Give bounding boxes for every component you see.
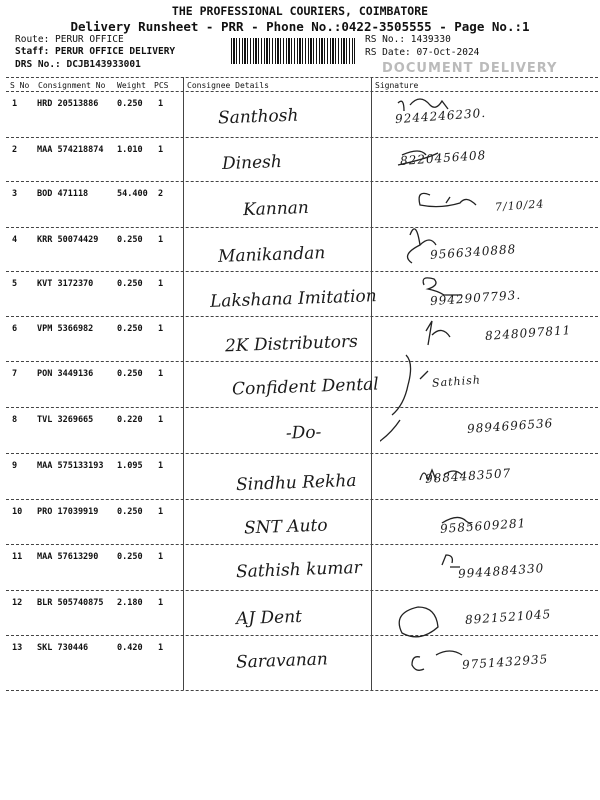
row-2-signature-phone: 8220456408: [399, 148, 487, 168]
row-3-consignee: Kannan: [242, 197, 310, 221]
row-11-pcs: 1: [158, 552, 164, 562]
signature-10: [442, 517, 472, 525]
header-bottom-border: [6, 91, 598, 92]
route: Route: PERUR OFFICE: [15, 34, 124, 45]
row-7-pcs: 1: [158, 369, 164, 379]
table-top-border: [6, 77, 598, 78]
row-11-consignee: Sathish kumar: [235, 557, 363, 583]
drs-number: DRS No.: DCJB143933001: [15, 59, 141, 70]
row-2-sno: 2: [12, 145, 18, 155]
row-1-weight: 0.250: [117, 99, 143, 109]
row-9-consignment: MAA 575133193: [37, 461, 104, 471]
signature-marks: [380, 95, 600, 695]
row-9-signature-phone: 9884483507: [424, 466, 512, 486]
row-10-signature-phone: 9585609281: [439, 516, 527, 536]
signature-6: [426, 321, 450, 345]
row-2-consignment: MAA 574218874: [37, 145, 104, 155]
row-10-pcs: 1: [158, 507, 164, 517]
rs-number: RS No.: 1439330: [365, 34, 451, 45]
signature-12: [399, 607, 438, 637]
row-8-sno: 8: [12, 415, 18, 425]
row-10-sno: 10: [12, 507, 23, 517]
signature-5: [423, 278, 462, 295]
col-consignee: Consignee Details: [187, 81, 269, 90]
row-1-signature-phone: 9244246230.: [394, 105, 487, 127]
row-12-consignee: AJ Dent: [235, 606, 303, 630]
row-8-weight: 0.220: [117, 415, 143, 425]
row-9-consignee: Sindhu Rekha: [235, 470, 357, 496]
company-title: THE PROFESSIONAL COURIERS, COIMBATORE: [171, 4, 429, 18]
col-weight: Weight: [117, 81, 146, 90]
row-5-signature-phone: 9942907793.: [429, 287, 522, 309]
signature-7: [380, 355, 428, 458]
row-11-sno: 11: [12, 552, 23, 562]
row-2-pcs: 1: [158, 145, 164, 155]
row-12-weight: 2.180: [117, 598, 143, 608]
row-1-consignee: Santhosh: [217, 105, 299, 129]
vline-consignee: [183, 77, 184, 690]
row-7-consignment: PON 3449136: [37, 369, 94, 379]
row-8-signature-phone: 9894696536: [466, 416, 554, 436]
signature-13: [412, 651, 462, 670]
row-9-pcs: 1: [158, 461, 164, 471]
row-13-pcs: 1: [158, 643, 164, 653]
row-4-weight: 0.250: [117, 235, 143, 245]
row-9-weight: 1.095: [117, 461, 143, 471]
row-12-sno: 12: [12, 598, 23, 608]
row-5-consignee: Lakshana Imitation: [209, 286, 378, 312]
row-6-consignment: VPM 5366982: [37, 324, 94, 334]
row-12-consignment: BLR 505740875: [37, 598, 104, 608]
row-13-sno: 13: [12, 643, 23, 653]
row-8-consignment: TVL 3269665: [37, 415, 94, 425]
signature-1: [398, 99, 448, 111]
row-10-weight: 0.250: [117, 507, 143, 517]
row-7-weight: 0.250: [117, 369, 143, 379]
row-6-weight: 0.250: [117, 324, 143, 334]
row-11-signature-phone: 9944884330: [457, 561, 545, 581]
row-10-consignee: SNT Auto: [243, 515, 328, 539]
row-8-pcs: 1: [158, 415, 164, 425]
row-6-pcs: 1: [158, 324, 164, 334]
row-5-consignment: KVT 3172370: [37, 279, 94, 289]
signature-4: [408, 229, 437, 263]
row-10-consignment: PRO 17039919: [37, 507, 99, 517]
staff: Staff: PERUR OFFICE DELIVERY: [15, 46, 176, 57]
row-13-weight: 0.420: [117, 643, 143, 653]
col-sno: S No: [10, 81, 30, 90]
row-3-consignment: BOD 471118: [37, 189, 89, 199]
col-pcs: PCS: [154, 81, 169, 90]
document-delivery-stamp: DOCUMENT DELIVERY: [382, 61, 558, 76]
row-13-signature-phone: 9751432935: [461, 652, 549, 672]
row-3-sno: 3: [12, 189, 18, 199]
row-13-consignee: Saravanan: [235, 649, 329, 673]
row-1-sno: 1: [12, 99, 18, 109]
row-12-signature-phone: 8921521045: [464, 607, 552, 627]
row-7-signature-phone: Sathish: [431, 373, 482, 390]
row-11-consignment: MAA 57613290: [37, 552, 99, 562]
row-6-signature-phone: 8248097811: [484, 323, 572, 343]
row-4-signature-phone: 9566340888: [429, 242, 517, 262]
row-4-pcs: 1: [158, 235, 164, 245]
rs-date: RS Date: 07-Oct-2024: [365, 47, 480, 58]
row-12-pcs: 1: [158, 598, 164, 608]
row-1-consignment: HRD 20513886: [37, 99, 99, 109]
row-5-pcs: 1: [158, 279, 164, 289]
row-8-consignee: -Do-: [285, 422, 322, 444]
row-1-pcs: 1: [158, 99, 164, 109]
signature-9: [420, 470, 462, 480]
row-5-sno: 5: [12, 279, 18, 289]
row-9-sno: 9: [12, 461, 18, 471]
row-3-weight: 54.400: [117, 189, 148, 199]
row-7-consignee: Confident Dental: [231, 374, 380, 400]
row-6-sno: 6: [12, 324, 18, 334]
signature-11: [442, 555, 460, 567]
row-4-consignment: KRR 50074429: [37, 235, 99, 245]
row-4-sno: 4: [12, 235, 18, 245]
row-2-consignee: Dinesh: [221, 151, 283, 175]
runsheet-subtitle: Delivery Runsheet - PRR - Phone No.:0422-3505555 - Page No.:1: [70, 19, 530, 34]
signature-3: [419, 193, 476, 206]
col-signature: Signature: [375, 81, 419, 90]
row-6-consignee: 2K Distributors: [224, 331, 359, 357]
row-13-consignment: SKL 730446: [37, 643, 89, 653]
col-consignment: Consignment No: [38, 81, 106, 90]
row-3-signature-phone: 7/10/24: [494, 197, 545, 214]
row-5-weight: 0.250: [117, 279, 143, 289]
row-11-weight: 0.250: [117, 552, 143, 562]
row-7-sno: 7: [12, 369, 18, 379]
row-3-pcs: 2: [158, 189, 164, 199]
row-2-weight: 1.010: [117, 145, 143, 155]
row-4-consignee: Manikandan: [217, 243, 326, 267]
barcode: [231, 38, 355, 64]
signature-2: [398, 151, 438, 165]
